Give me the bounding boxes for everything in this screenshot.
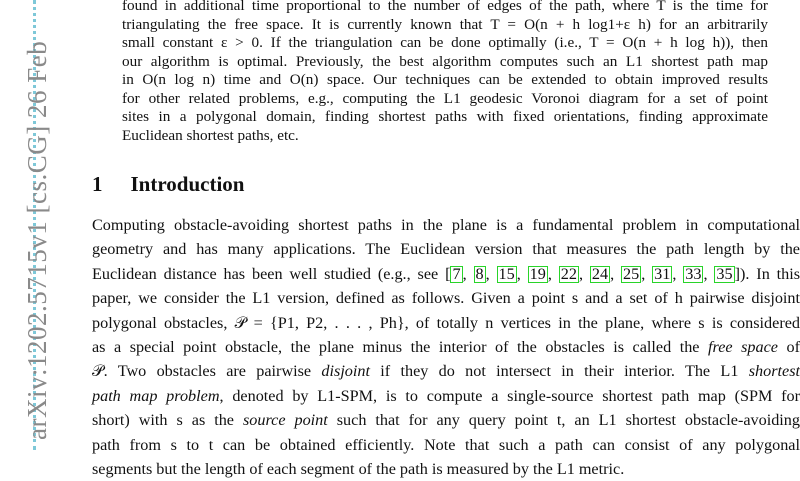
citation-link[interactable]: 15 [498,264,515,283]
arxiv-stamp: arXiv:1202.5715v1 [cs.CG] 26 Feb [22,40,52,440]
abstract-line: Euclidean shortest paths, etc. [122,126,299,144]
body-text-segment: short) with s as the [92,411,243,430]
body-text-segment: ]). In this [734,264,800,283]
citation-link[interactable]: 25 [623,264,640,283]
term-path-map-problem: path map problem [92,386,220,405]
abstract-line: sites in a polygonal domain, finding shortest paths with fixed orientations, finding approximate [122,108,768,125]
abstract-line: found in additional time proportional to the number of edges of the path, where T is the time for [122,0,768,14]
citation-separator: , [610,264,622,283]
arxiv-stamp-border [0,0,52,450]
body-line: paper, we consider the L1 version, defined as follows. Given a point s and a set of h pairwise disjoint [92,289,800,308]
body-line: Computing obstacle-avoiding shortest paths in the plane is a fundamental problem in computational [92,216,800,234]
abstract-line: for other related problems, e.g., computing the L1 geodesic Voronoi diagram for a set of point [122,89,768,107]
citation-link[interactable]: 31 [654,264,671,283]
section-title: Introduction [130,172,245,196]
body-text-segment: Euclidean distance has been well studied (e.g., see [ [92,264,451,283]
citation-link[interactable]: 24 [591,264,609,283]
body-text-segment: , denoted by L1-SPM, is to compute a single-source shortest path map (SPM for [219,386,800,405]
body-text-segment: as a special point obstacle, the plane minus the interior of the obstacles is called the [92,338,709,357]
body-line [92,359,800,383]
abstract-line: our algorithm is optimal. Previously, the best algorithm computes such an L1 shortest path map [122,52,768,70]
citation-separator: , [462,264,474,283]
introduction-body [92,213,800,481]
section-number: 1 [92,172,103,196]
abstract-line: triangulating the free space. It is currently known that T = O(n + h log1+ε h) for an arbitrarily [122,15,768,33]
citation-separator: , [641,264,653,283]
body-line: path from s to t can be obtained efficiently. Note that such a path can consist of any polygonal [92,435,800,454]
body-text-segment: if they do not intersect in their interior. The L1 [370,362,749,381]
body-text-segment: of [777,338,800,357]
citation-link[interactable]: 33 [685,264,702,283]
abstract-text [122,0,768,145]
citation-link[interactable]: 8 [475,264,484,283]
term-free-space: free space [708,338,778,357]
abstract-line: in O(n log n) time and O(n) space. Our techniques can be extended to obtain improved results [122,71,768,88]
citation-separator: , [516,264,528,283]
citation-link[interactable]: 19 [529,264,546,283]
body-text-segment: 𝒫. Two obstacles are pairwise [92,362,322,381]
body-line [92,335,800,359]
body-line [92,408,800,432]
citation-separator: , [578,264,590,283]
citation-separator: , [485,264,497,283]
abstract-line: small constant ε > 0. If the triangulation can be done optimally (i.e., T = O(n + h log h)), then [122,34,768,51]
body-line-citations [92,262,800,286]
term-shortest: shortest [748,362,800,381]
body-line [92,384,800,408]
term-source-point: source point [242,411,328,430]
citation-separator: , [703,264,715,283]
body-text-segment: such that for any query point t, an L1 shortest obstacle-avoiding [327,411,800,430]
body-line: geometry and has many applications. The Euclidean version that measures the path length by the [92,240,800,259]
term-disjoint: disjoint [321,362,370,381]
citation-link[interactable]: 35 [716,264,733,283]
body-line: segments but the length of each segment of the path is measured by the L1 metric. [92,460,625,479]
body-line: polygonal obstacles, 𝒫 = {P1, P2, . . . , Ph}, of totally n vertices in the plane, where s is considered [92,313,800,332]
citation-list [450,265,734,283]
citation-separator: , [547,264,559,283]
section-heading [92,172,244,197]
citation-separator: , [672,264,684,283]
citation-link[interactable]: 7 [452,264,461,283]
citation-link[interactable]: 22 [560,264,577,283]
